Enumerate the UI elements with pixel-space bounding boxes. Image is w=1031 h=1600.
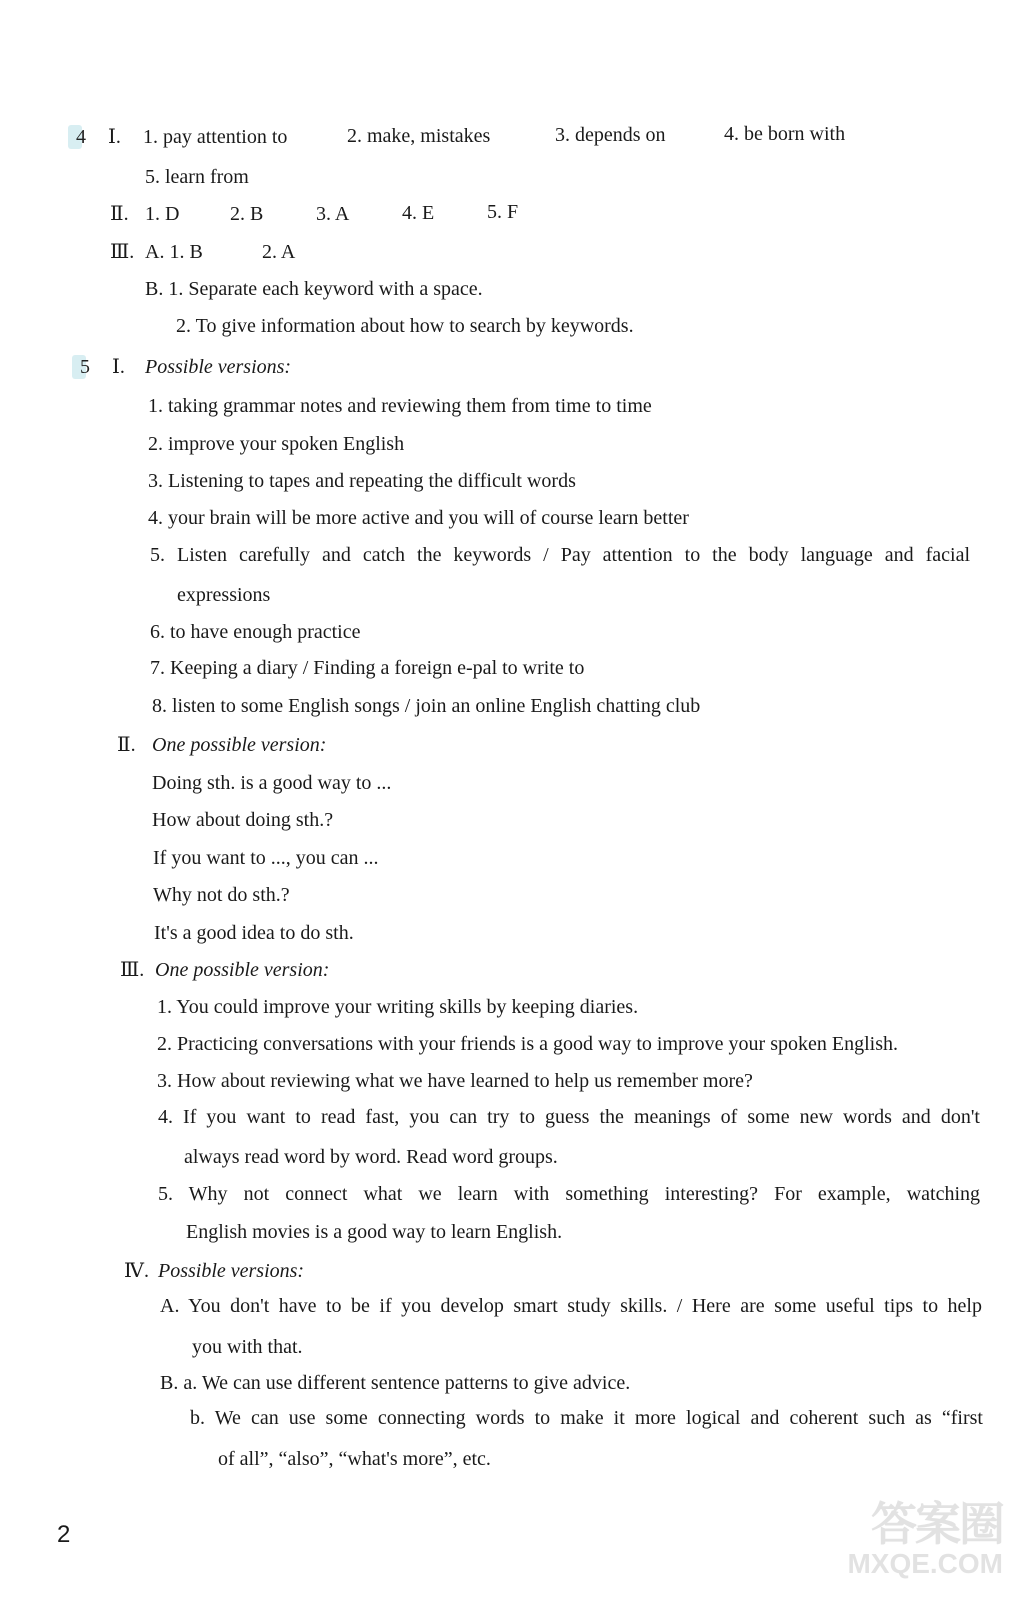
- part-label: Ⅱ.: [117, 734, 136, 756]
- answer-item: A. 1. B: [145, 241, 203, 263]
- answer-item: 2. To give information about how to search by keywords.: [176, 315, 634, 337]
- answer-item: B. a. We can use different sentence patterns to give advice.: [160, 1372, 631, 1394]
- part-label: Ⅳ.: [124, 1260, 149, 1282]
- answer-item: 2. make, mistakes: [347, 125, 491, 147]
- answer-item: 1. taking grammar notes and reviewing them from time to time: [148, 395, 652, 417]
- answer-item-continued: always read word by word. Read word groups.: [184, 1146, 558, 1168]
- watermark-logo-text: 答案圈: [871, 1497, 1003, 1551]
- answer-item-continued: you with that.: [192, 1336, 303, 1358]
- answer-item-continued: English movies is a good way to learn English.: [186, 1221, 563, 1243]
- answer-item: 5. Why not connect what we learn with something interesting? For example, watching: [158, 1183, 980, 1205]
- answer-item: 5. F: [487, 201, 519, 223]
- answer-item: Why not do sth.?: [153, 884, 290, 906]
- watermark: [847, 1488, 1003, 1580]
- answer-item: 3. How about reviewing what we have learned to help us remember more?: [157, 1070, 753, 1092]
- answer-item: 1. D: [145, 203, 180, 225]
- answer-item: 1. You could improve your writing skills by keeping diaries.: [157, 996, 639, 1018]
- answer-item: 3. Listening to tapes and repeating the difficult words: [148, 470, 576, 492]
- answer-item: 4. be born with: [724, 123, 846, 145]
- answer-item: 3. A: [316, 203, 350, 225]
- part-label: Ⅲ.: [120, 959, 145, 981]
- part-heading: One possible version:: [155, 959, 330, 981]
- answer-item: B. 1. Separate each keyword with a space.: [145, 278, 483, 300]
- part-label: Ⅰ.: [108, 126, 121, 148]
- answer-item: 2. B: [230, 203, 264, 225]
- answer-item: A. You don't have to be if you develop smart study skills. / Here are some useful tips to help: [160, 1295, 982, 1317]
- part-label: Ⅰ.: [112, 356, 125, 378]
- answer-item: 2. improve your spoken English: [148, 433, 405, 455]
- part-heading: Possible versions:: [158, 1260, 305, 1282]
- answer-item: 1. pay attention to: [143, 126, 288, 148]
- answer-item: 2. Practicing conversations with your friends is a good way to improve your spoken English.: [157, 1033, 898, 1055]
- answer-item-continued: expressions: [177, 584, 271, 606]
- answer-item: 6. to have enough practice: [150, 621, 361, 643]
- answer-item: 4. E: [402, 202, 435, 224]
- answer-item: Doing sth. is a good way to ...: [152, 772, 392, 794]
- answer-item: b. We can use some connecting words to make it more logical and coherent such as “first: [190, 1407, 983, 1429]
- section-number-5: 5: [80, 355, 90, 379]
- answer-item: 4. If you want to read fast, you can try to guess the meanings of some new words and don't: [158, 1106, 980, 1128]
- part-heading: Possible versions:: [145, 356, 292, 378]
- answer-item: It's a good idea to do sth.: [154, 922, 354, 944]
- answer-item: How about doing sth.?: [152, 809, 334, 831]
- part-label: Ⅲ.: [110, 241, 135, 263]
- answer-item-continued: of all”, “also”, “what's more”, etc.: [218, 1448, 491, 1470]
- part-label: Ⅱ.: [110, 203, 129, 225]
- answer-item: 3. depends on: [555, 124, 666, 146]
- page-number: 2: [57, 1521, 71, 1548]
- answer-item: 8. listen to some English songs / join an online English chatting club: [152, 695, 701, 717]
- answer-item: If you want to ..., you can ...: [153, 847, 379, 869]
- answer-item: 5. Listen carefully and catch the keywords / Pay attention to the body language and facial: [150, 544, 970, 566]
- part-heading: One possible version:: [152, 734, 327, 756]
- watermark-url-text: MXQE.COM: [847, 1548, 1003, 1579]
- answer-item: 2. A: [262, 241, 296, 263]
- answer-item: 4. your brain will be more active and you will of course learn better: [148, 507, 689, 529]
- section-number-4: 4: [76, 125, 86, 149]
- answer-item: 5. learn from: [145, 166, 249, 188]
- answer-item: 7. Keeping a diary / Finding a foreign e-pal to write to: [150, 657, 585, 679]
